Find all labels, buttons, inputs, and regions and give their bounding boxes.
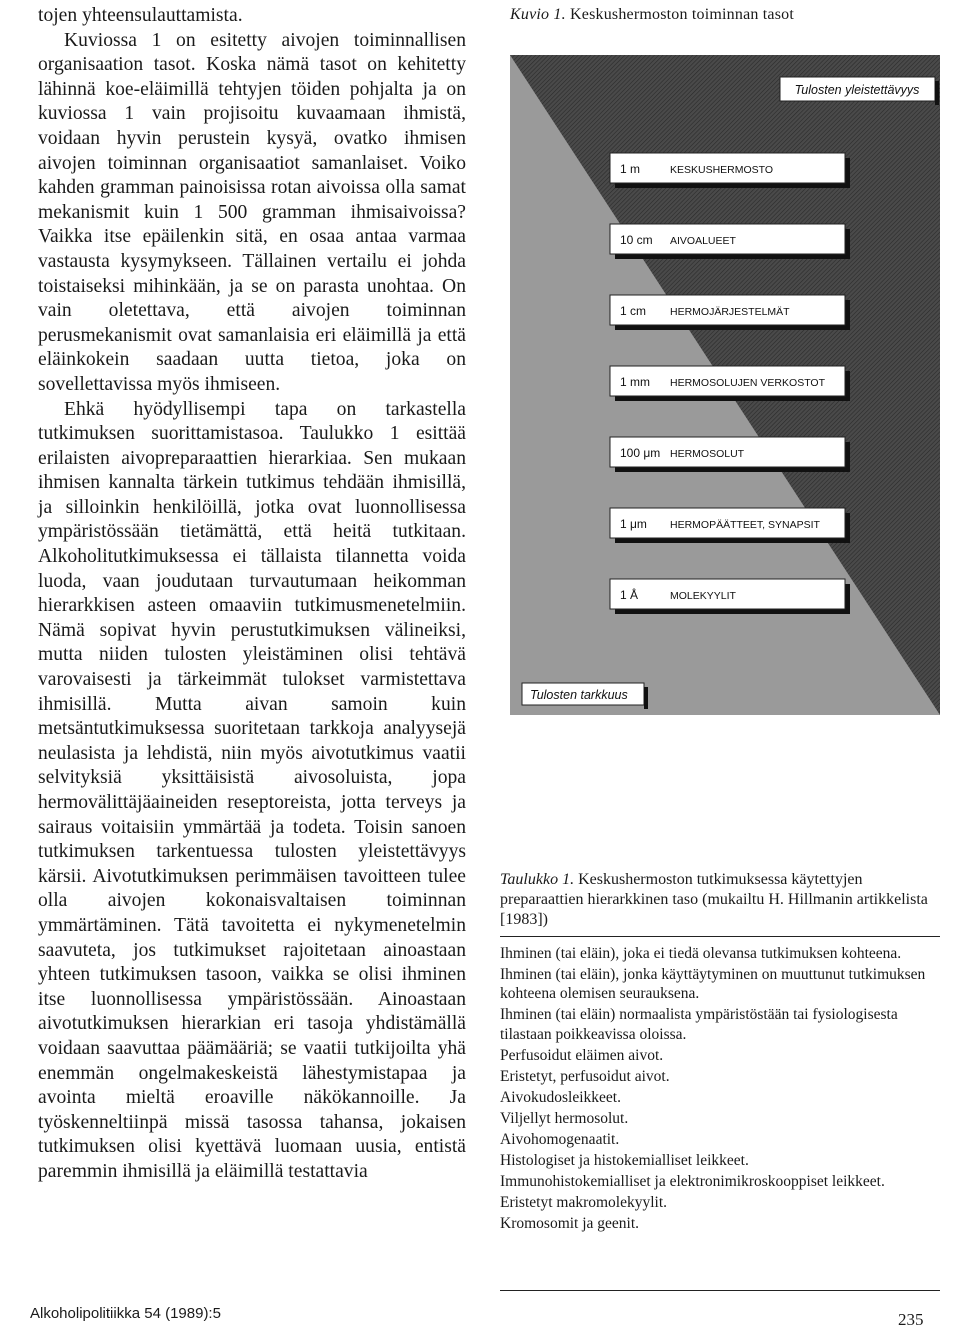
body-paragraph: Ehkä hyödyllisempi tapa on tarkastella tutkimuksen suorittamistasoa. Taulukko 1 esittää erilaisten aivopreparaattien hierarkiaa. Sen mukaan ihmisen kannalta tärkein tutkimus tehdään ihmisillä, ja silloinkin henkilöillä, jotka ovat luonnollisessa ympäristössään tietämättä, että heitä tutkitaan. Alkoholitutkimuksessa ei tällaista tilannetta voida luoda, vaan joudutaan turvautumaan heikomman hierarkkisen asteen omaaviin tutkimusmenetelmiin. Nämä sopivat hyvin perustutkimuksen välineiksi, mutta niiden tulosten yleistäminen olisi tehtävä varovaisesti ja tärkeimmät tulokset varmistettava ihmisillä. Mutta aivan samoin kuin metsäntutkimuksessa suoritetaan tarkkoja analyysejä neulasista ja lehdistä, niin myös aivotutkimus vaatii selvityksiä yksittäisistä aivosoluista, jopa hermovälittäjäaineiden reseptoreista, jotta terveys ja sairaus voitaisiin ymmärtää ja todeta. Toisin sanoen tutkimuksen tarkentuessa tulosten yleistettävyys kärsii. Aivotutkimuksen perimmäisen tavoitteen tulee olla aivojen kokonaisvaltaisen toiminnan ymmärtäminen. Tätä tavoitetta ei nykymenetelmin saavuteta, jos tutkimukset rajoitetaan ainoastaan yhteen tutkimuksen tasoon, vaikka se olisi ihminen itse luonnollisessa ympäristössään. Ainoastaan aivotutkimuksen hierarkian eri tasoja yhdistämällä voidaan saavuttaa päämääriä; se vaatii tutkijoilta yhä enemmän ongelmakeskeistä lähestymistapaa ja avointa mieltä eroaville näkökannoille. Ja työskenneltiinpä missä tasossa tahansa, jokaisen tutkimuksen olisi kyettävä luomaan uusia, entistä paremmin ihmisillä ja eläimillä testattavia [38, 398, 466, 1182]
table-row: Eristetyt, perfusoidut aivot. [500, 1067, 670, 1085]
table-rows [500, 944, 940, 1235]
table-caption-text: Keskushermoston tutkimuksessa käytettyjen preparaattien hierarkkinen taso (mukailtu H. Hillmanin artikkelista [1983]) [500, 871, 928, 928]
level-scale: 1 m [620, 162, 641, 176]
level-box [610, 295, 850, 330]
top-label-box [780, 77, 939, 105]
table-caption [500, 870, 940, 930]
level-scale: 1 μm [620, 517, 647, 531]
level-box [610, 437, 850, 472]
level-name: KESKUSHERMOSTO [670, 164, 774, 176]
level-name: HERMOPÄÄTTEET, SYNAPSIT [670, 519, 820, 531]
table-row: Aivokudosleikkeet. [500, 1088, 621, 1106]
page-number: 235 [898, 1310, 924, 1329]
table-bottom-rule [500, 1290, 940, 1291]
table-row: Aivohomogenaatit. [500, 1130, 620, 1148]
table-caption-label: Taulukko 1. [500, 871, 575, 888]
level-name: HERMOSOLUJEN VERKOSTOT [670, 377, 825, 389]
table-row: Histologiset ja histokemialliset leikkeet. [500, 1151, 749, 1169]
level-name: HERMOJÄRJESTELMÄT [670, 306, 790, 318]
figure-caption-text: Keskushermoston toiminnan tasot [570, 6, 794, 23]
table-row: Immunohistokemialliset ja elektronimikroskooppiset leikkeet. [500, 1172, 885, 1190]
level-scale: 10 cm [620, 233, 653, 247]
body-paragraph: Kuviossa 1 on esitetty aivojen toiminnallisen organisaation tasot. Koska nämä tasot on kehitetty lähinnä koe-eläimillä tehtyjen töiden pohjalta ja on kuviossa 1 vain projisoitu kuvaamaan ihmistä, voidaan hyvin perustein kysyä, ovatko ihmisen aivojen toiminnan organisaatiot samanlaiset. Voiko kahden gramman painoisissa rotan aivoissa olla samat mekanismit kuin 1 500 gramman ihmisaivoissa? Vaikka itse epäilenkin sitä, en osaa antaa varmaa vastausta kysymykseen. Tällainen vertailu ei johda toistaiseksi mihinkään, ja se on parasta unohtaa. On vain oletettava, että aivojen toiminnan perusmekanismit ovat samanlaisia eri eläimillä ja että eläinkokein saadaan uutta tietoa, joka on sovellettavissa myös ihmiseen. [38, 29, 466, 395]
top-label: Tulosten yleistettävyys [794, 83, 920, 97]
figure-caption-label: Kuvio 1. [510, 6, 566, 23]
level-scale: 1 mm [620, 375, 650, 389]
level-box [610, 579, 850, 614]
journal-footer: Alkoholipolitiikka 54 (1989):5 [30, 1305, 221, 1322]
level-box [610, 224, 850, 259]
table-row: Viljellyt hermosolut. [500, 1109, 629, 1127]
brain-levels-figure [510, 55, 940, 715]
level-box [610, 366, 850, 401]
table-row: Ihminen (tai eläin), jonka käyttäytyminen on muuttunut tutkimuksen kohteena olemisen seurauksena. [500, 966, 926, 1003]
level-name: MOLEKYYLIT [670, 590, 736, 602]
level-name: AIVOALUEET [670, 235, 736, 247]
table-row: Ihminen (tai eläin), joka ei tiedä olevansa tutkimuksen kohteena. [500, 945, 902, 962]
bottom-label: Tulosten tarkkuus [530, 688, 628, 702]
table-row: Kromosomit ja geenit. [500, 1214, 640, 1232]
body-text-column [38, 4, 466, 1185]
level-scale: 1 cm [620, 304, 647, 318]
levels-diagram [510, 55, 940, 715]
level-scale: 100 μm [620, 446, 661, 460]
figure-caption [510, 6, 794, 24]
table-row: Eristetyt makromolekyylit. [500, 1193, 668, 1211]
level-box [610, 508, 850, 543]
table-row: Ihminen (tai eläin) normaalista ympäristöstään tai fysiologisesta tilastaan poikkeavissa oloissa. [500, 1006, 898, 1043]
table-top-rule [500, 936, 940, 937]
table-row: Perfusoidut eläimen aivot. [500, 1046, 664, 1064]
level-box [610, 153, 850, 188]
level-scale: 1 Å [620, 588, 639, 602]
bottom-label-box [522, 683, 648, 709]
body-paragraph: tojen yhteensulauttamista. [38, 5, 243, 26]
level-name: HERMOSOLUT [670, 448, 745, 460]
